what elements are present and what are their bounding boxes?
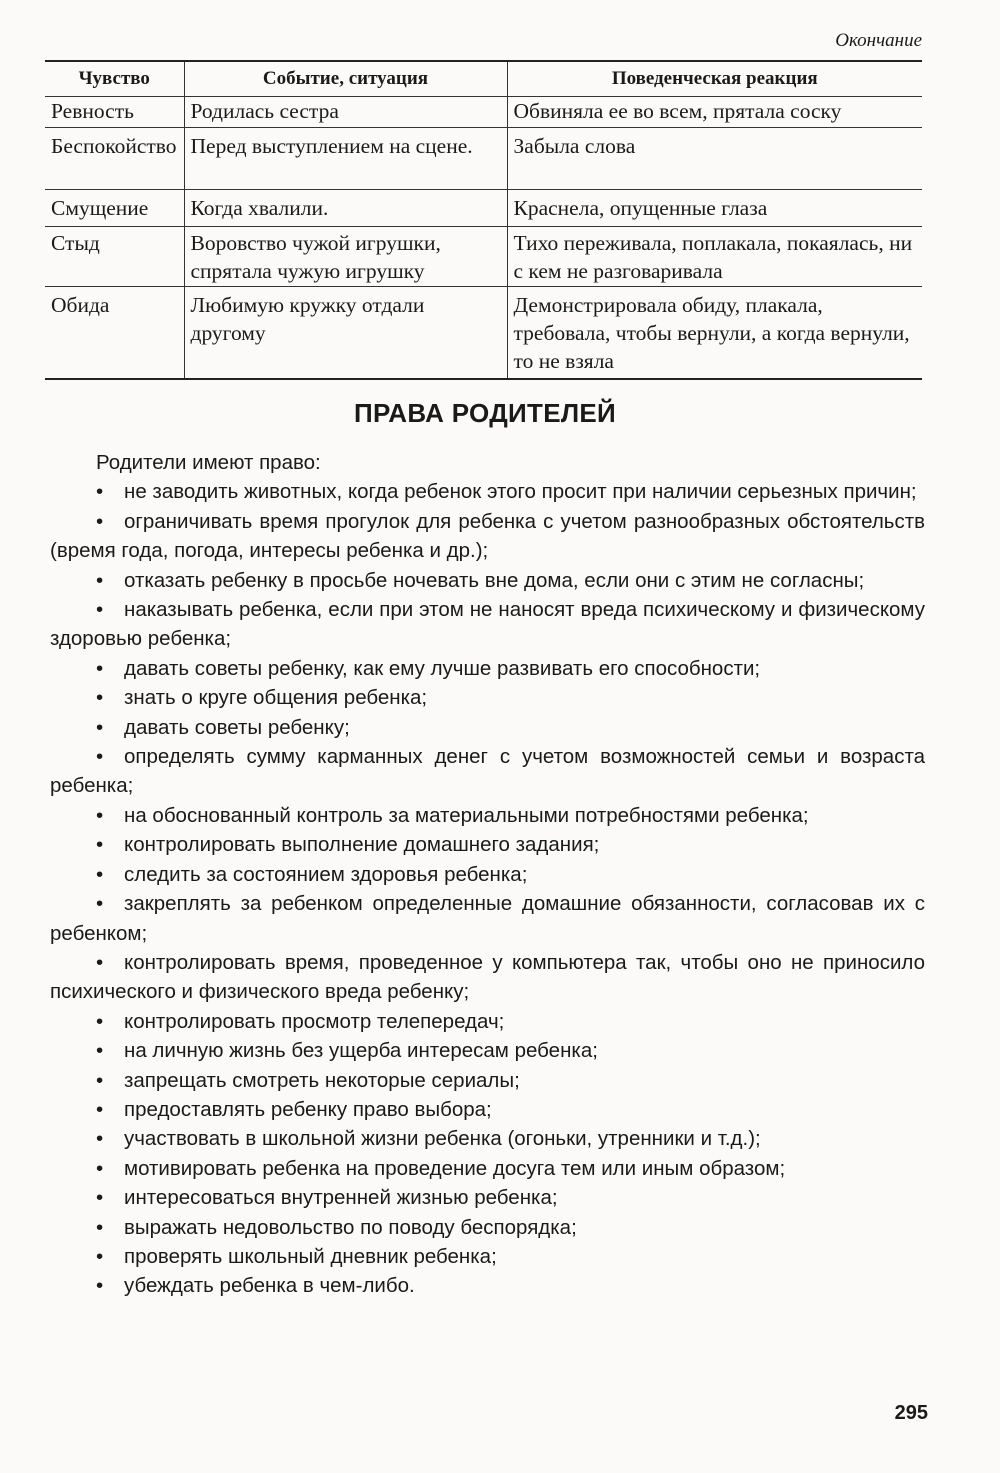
list-item-text: интересоваться внутренней жизнью ребенка; [124,1186,558,1210]
cell-feeling: Беспокойство [45,128,184,190]
list-item [50,1154,925,1183]
list-item [50,654,925,683]
list-item-text: выражать недовольство по поводу беспорядка; [124,1215,577,1239]
bullet-icon: • [96,862,104,886]
list-item [50,1007,925,1036]
list-item-text: контролировать выполнение домашнего задания; [124,833,600,857]
list-item-text: убеждать ребенка в чем-либо. [124,1274,415,1298]
cell-event: Любимую кружку отдали другому [184,287,507,379]
bullet-icon: • [96,803,104,827]
cell-feeling: Смущение [45,190,184,227]
list-item [50,477,925,506]
cell-reaction: Демонстрировала обиду, плакала, требовала, чтобы вернули, а когда вернули, то не взяла [507,287,922,379]
bullet-icon: • [96,480,104,504]
list-item [50,1242,925,1271]
table-row [45,190,922,227]
bullet-icon: • [96,1127,104,1151]
bullet-icon: • [96,715,104,739]
cell-event: Перед выступлением на сцене. [184,128,507,190]
rights-list [50,448,925,1301]
table-row [45,287,922,379]
list-item [50,566,925,595]
bullet-icon: • [96,833,104,857]
list-item-text: мотивировать ребенка на проведение досуга тем или иным образом; [124,1156,786,1180]
list-item [50,801,925,830]
bullet-icon: • [96,1215,104,1239]
bullet-icon: • [96,509,104,533]
list-item [50,742,925,801]
list-item-text: на обоснованный контроль за материальными потребностями ребенка; [124,803,809,827]
cell-reaction: Обвиняла ее во всем, прятала соску [507,97,922,128]
list-item-text: следить за состоянием здоровья ребенка; [124,862,528,886]
column-header-feeling: Чувство [45,61,184,97]
page-number: 295 [894,1402,928,1424]
section-title: ПРАВА РОДИТЕЛЕЙ [353,398,617,428]
list-item-text: контролировать просмотр телепередач; [124,1009,505,1033]
feelings-table [45,60,922,380]
bullet-icon: • [96,1097,104,1121]
list-intro: Родители имеют право: [96,451,321,474]
bullet-icon: • [96,1156,104,1180]
bullet-icon: • [96,745,104,769]
list-item-text: знать о круге общения ребенка; [124,686,428,710]
column-header-reaction: Поведенческая реакция [507,61,922,97]
bullet-icon: • [96,1274,104,1298]
table-row [45,128,922,190]
list-item-text: не заводить животных, когда ребенок этого просит при наличии серьезных причин; [124,480,917,504]
list-item-text: запрещать смотреть некоторые сериалы; [124,1068,520,1092]
list-item-text: проверять школьный дневник ребенка; [124,1244,497,1268]
list-item [50,948,925,1007]
bullet-icon: • [96,1068,104,1092]
bullet-icon: • [96,686,104,710]
cell-feeling: Обида [45,287,184,379]
list-item-text: контролировать время, проведенное у компьютера так, чтобы оно не приносило психического и физического вреда ребенку; [50,950,925,1004]
list-item [50,860,925,889]
cell-feeling: Ревность [45,97,184,128]
list-item-text: давать советы ребенку, как ему лучше развивать его способности; [124,656,761,680]
list-item-text: наказывать ребенка, если при этом не наносят вреда психическому и физическому здоровью ребенка; [50,598,925,651]
list-item [50,1036,925,1065]
list-item-text: участвовать в школьной жизни ребенка (огоньки, утренники и т.д.); [124,1127,761,1151]
list-item-text: определять сумму карманных денег с учетом возможностей семьи и возраста ребенка; [50,745,925,798]
list-item [50,595,925,654]
bullet-icon: • [96,892,104,916]
bullet-icon: • [96,1039,104,1063]
cell-event: Родилась сестра [184,97,507,128]
list-item-text: ограничивать время прогулок для ребенка с учетом разнообразных обстоятельств (время года, погода, интересы ребенка и др.); [50,509,925,563]
table-header-row [45,61,922,97]
list-item [50,889,925,948]
list-item [50,1124,925,1153]
cell-reaction: Тихо переживала, поплакала, покаялась, ни с кем не разговаривала [507,227,922,287]
bullet-icon: • [96,1244,104,1268]
list-item [50,507,925,566]
bullet-icon: • [96,568,104,592]
list-item-text: предоставлять ребенку право выбора; [124,1097,492,1121]
list-item [50,1066,925,1095]
list-item [50,1213,925,1242]
table-continuation-label: Окончание [835,30,922,51]
list-item-text: на личную жизнь без ущерба интересам ребенка; [124,1039,598,1063]
bullet-icon: • [96,1009,104,1033]
list-item-text: давать советы ребенку; [124,715,350,739]
bullet-icon: • [96,950,104,974]
list-item [50,713,925,742]
list-item-text: закреплять за ребенком определенные домашние обязанности, согласовав их с ребенком; [50,892,925,945]
cell-feeling: Стыд [45,227,184,287]
cell-reaction: Краснела, опущенные глаза [507,190,922,227]
table-row [45,97,922,128]
list-item-text: отказать ребенку в просьбе ночевать вне дома, если они с этим не согласны; [124,568,865,592]
list-item [50,1095,925,1124]
list-item [50,1271,925,1300]
cell-event: Когда хвалили. [184,190,507,227]
table-row [45,227,922,287]
list-item [50,683,925,712]
list-item [50,1183,925,1212]
cell-reaction: Забыла слова [507,128,922,190]
bullet-icon: • [96,1186,104,1210]
list-item [50,830,925,859]
column-header-event: Событие, ситуация [184,61,507,97]
cell-event: Воровство чужой игрушки, спрятала чужую игрушку [184,227,507,287]
bullet-icon: • [96,598,104,622]
bullet-icon: • [96,656,104,680]
